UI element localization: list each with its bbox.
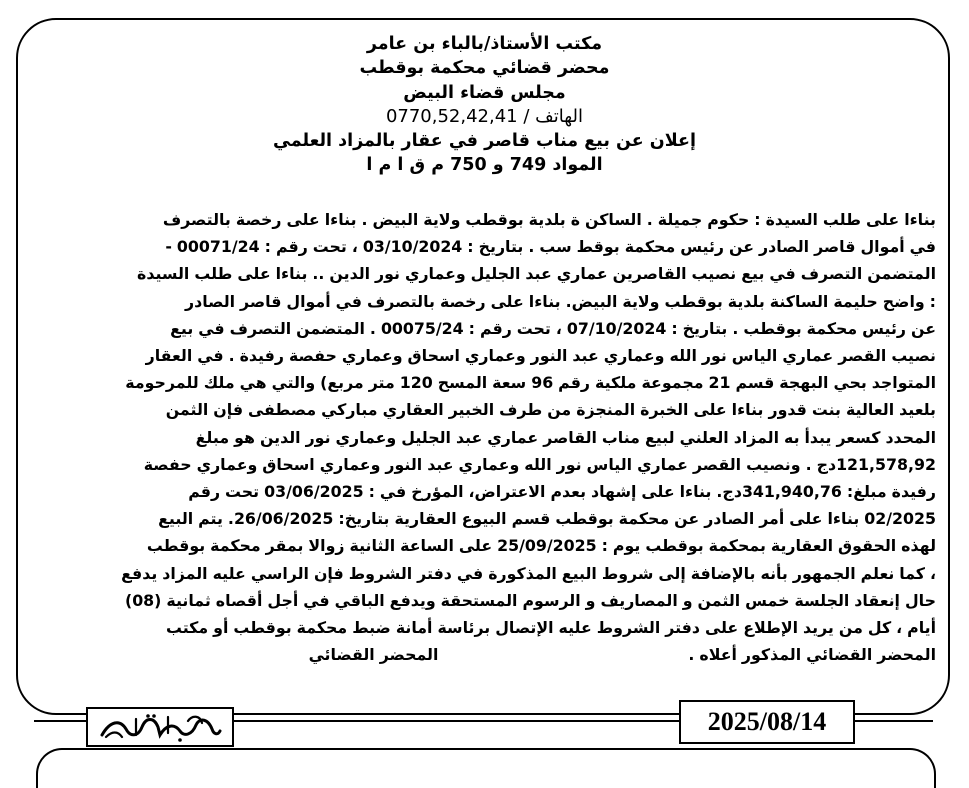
bottom-rule-right <box>855 720 933 722</box>
body-line: 121,578,92دج . ونصيب القصر عماري الياس نور الله وعماري عبد النور وعماري اسحاق وعماري حفصة <box>143 454 936 474</box>
council-name: مجلس قضاء البيض <box>403 82 566 103</box>
newspaper-logo <box>86 707 234 747</box>
body-line: رفيدة مبلغ: 341,940,76دج. بناءا على إشهاد بعدم الاعتراض، المؤرخ في : 03/06/2025 تحت رقم <box>188 482 936 502</box>
body-line: عن رئيس محكمة بوقطب . بتاريخ : 07/10/2024 ، تحت رقم : 00075/24 . المتضمن التصرف في بيع <box>170 318 936 338</box>
next-announcement-frame <box>36 748 936 788</box>
body-line: بلعيد العالية بنت قدور بناءا على الخبرة المنجزة من طرف الخبير العقاري مباركي مصطفى فإن الثمن <box>165 400 936 420</box>
body-line: ، كما نعلم الجمهور بأنه بالإضافة إلى شروط البيع المذكورة في دفتر الشروط فإن الراسي عليه المزاد يدفع <box>121 563 936 583</box>
body-line: حال إنعقاد الجلسة خمس الثمن و المصاريف و الرسوم المستحقة ويدفع الباقي في أجل أقصاه ثمانية (08) <box>124 590 936 610</box>
office-name: مكتب الأستاذ/بالباء بن عامر <box>366 34 603 54</box>
announcement-body <box>32 206 936 668</box>
legal-articles: المواد 749 و 750 م ق ا م ا <box>366 155 603 176</box>
body-line: المحضر القضائي المذكور أعلاه . المحضر القضائي <box>308 645 936 665</box>
body-line: نصيب القصر عماري الياس نور الله وعماري عبد النور وعماري اسحاق وعماري حفصة رفيدة . في العقار <box>145 346 936 366</box>
body-line: المتواجد بحي البهجة قسم 21 مجموعة ملكية رقم 96 سعة المسح 120 متر مربع) والتي هي ملك للمرحومة <box>125 373 936 393</box>
phone-number: الهاتف / 0770,52,42,41 <box>385 105 584 127</box>
publication-date: 2025/08/14 <box>679 700 855 744</box>
body-line: بناءا على طلب السيدة : حكوم جميلة . الساكن ة بلدية بوقطب ولاية البيض . بناءا على رخصة بالتصرف <box>162 210 936 229</box>
body-line: 02/2025 بناءا على أمر الصادر عن محكمة بوقطب قسم البيوع العقارية بتاريخ: 26/06/2025. يتم البيع <box>158 509 936 529</box>
newspaper-logo-icon <box>96 711 224 743</box>
body-line: المتضمن التصرف في بيع نصيب القاصرين عماري عبد الجليل وعماري نور الدين .. بناءا على طلب السيدة <box>137 264 936 284</box>
body-line: المحدد كسعر يبدأ به المزاد العلني لبيع مناب القاصر عماري عبد الجليل وعماري نور الدين هو مبلغ <box>195 427 936 447</box>
body-line: أيام ، كل من يريد الإطلاع على دفتر الشروط عليه الإتصال برئاسة أمانة ضبط محكمة بوقطب أو مكتب <box>166 618 936 638</box>
bottom-rule-middle <box>234 720 679 722</box>
announcement-title: إعلان عن بيع مناب قاصر في عقار بالمزاد العلمي <box>273 131 696 152</box>
body-line: في أموال قاصر الصادر عن رئيس محكمة بوقط سب . بتاريخ : 03/10/2024 ، تحت رقم : 00071/24 - <box>165 237 936 257</box>
bailiff-title: محضر قضائي محكمة بوقطب <box>359 58 610 79</box>
bottom-rule-left <box>34 720 86 722</box>
announcement-header <box>0 32 969 178</box>
body-line: : واضح حليمة الساكنة بلدية بوقطب ولاية البيض. بناءا على رخصة بالتصرف في أموال قاصر الصادر <box>185 291 936 311</box>
body-line: لهذه الحقوق العقارية بمحكمة بوقطب يوم : 25/09/2025 على الساعة الثانية زوالا بمقر محكمة بوقطب <box>146 536 936 556</box>
